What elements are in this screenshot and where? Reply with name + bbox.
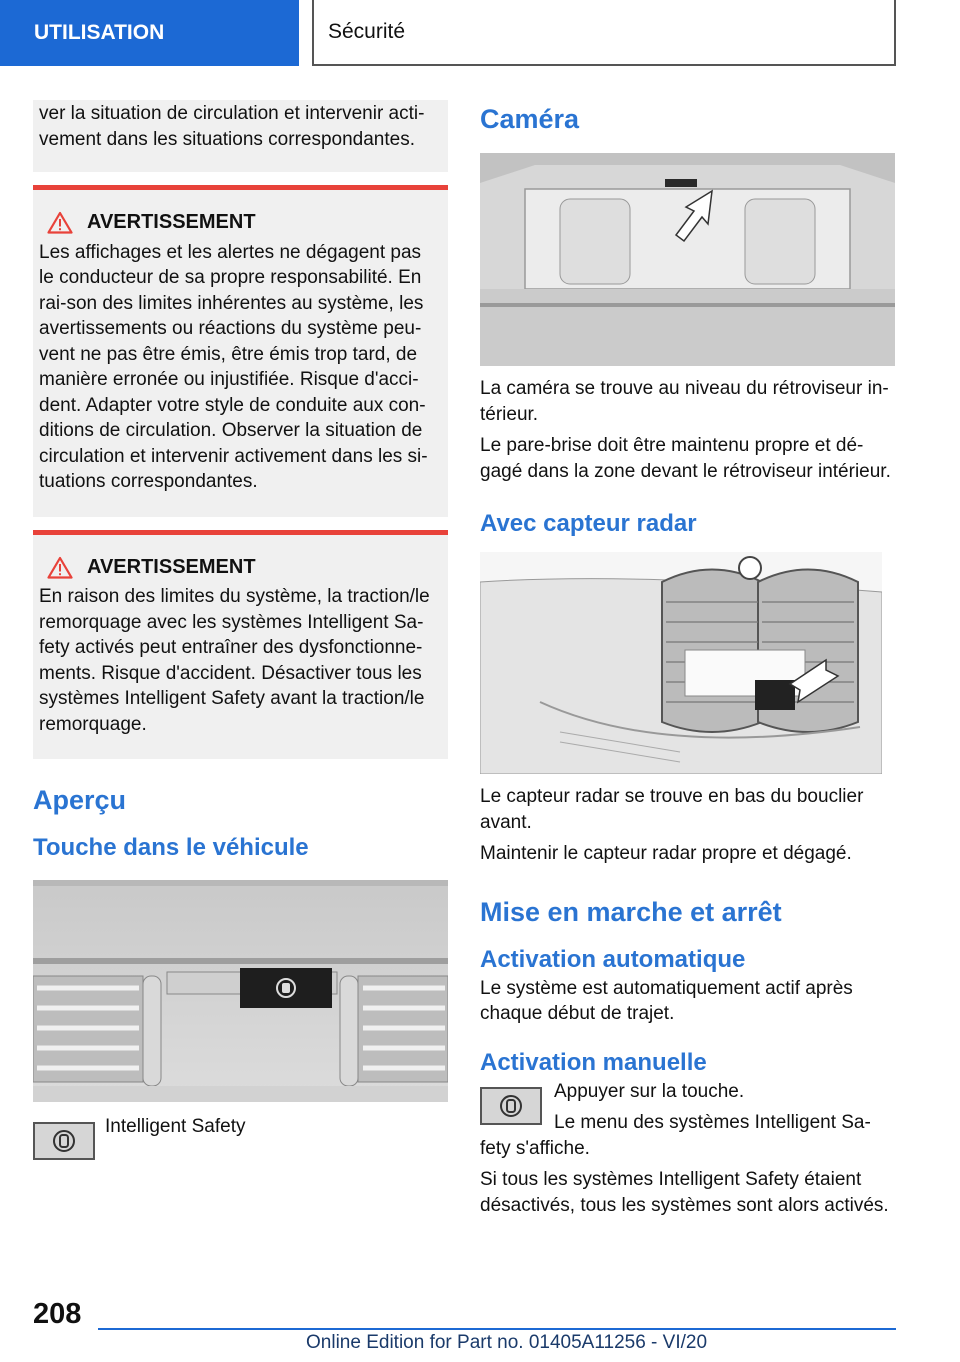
heading-mise-en-marche: Mise en marche et arrêt [480,896,782,927]
chapter-title: Sécurité [328,20,406,43]
manual-activation-row [480,1080,895,1136]
right-column [480,100,895,1218]
warning-triangle-icon [47,556,73,579]
rear-camera-image [480,153,895,366]
camera-paragraph-1: La caméra se trouve au niveau du rétroviseur in-térieur. [480,378,889,425]
manual-step-2-cont: fety s'affiche. [480,1137,590,1159]
warning-header [39,555,440,581]
section-tab [0,0,299,66]
page-number: 208 [33,1298,82,1330]
auto-paragraph: Le système est automatiquement actif après chaque début de trajet. [480,977,853,1024]
intelligent-safety-button-icon [480,1087,542,1125]
heading-camera: Caméra [480,104,580,134]
car-shield-icon [52,1129,76,1153]
heading-activation-auto: Activation automatique [480,945,746,973]
warning-triangle-icon [47,211,73,234]
warning-header [39,210,440,236]
warning-box-1 [33,185,448,517]
continued-notice [33,100,448,172]
warning-title: AVERTISSEMENT [87,211,256,233]
radar-paragraph-2: Maintenir le capteur radar propre et dégagé. [480,843,852,864]
heading-touche: Touche dans le véhicule [33,834,309,861]
left-column [33,100,448,1160]
heading-radar: Avec capteur radar [480,510,697,537]
button-legend-label: Intelligent Safety [105,1116,246,1137]
section-label: UTILISATION [34,21,165,44]
radar-paragraph-1: Le capteur radar se trouve en bas du bouclier avant. [480,786,864,833]
warning-text: Les affichages et les alertes ne dégagent pas le conducteur de sa propre responsabilité. En rai-son des limites inhérentes au système, les avertissements ou réactions du système peu-vent ne pas être émis, être émis trop tard, de manière erronée ou injustifiée. Risque d'acci-dent. Adapter votre style de conduite aux con-ditions de circulation. Observer la situation de circulation et intervenir activement dans les si-tuations correspondantes. [39,241,428,492]
dashboard-button-image [33,880,448,1102]
intelligent-safety-button-icon [33,1122,95,1160]
heading-apercu: Aperçu [33,785,127,815]
manual-paragraph-3: Si tous les systèmes Intelligent Safety étaient désactivés, tous les systèmes sont alors activés. [480,1169,889,1216]
footer-rule [98,1328,896,1330]
camera-paragraph-2: Le pare-brise doit être maintenu propre et dé-gagé dans la zone devant le rétroviseur intérieur. [480,435,891,482]
manual-step-text [554,1079,871,1136]
button-legend-row [33,1116,448,1160]
car-shield-icon [499,1094,523,1118]
continued-text: ver la situation de circulation et intervenir acti-vement dans les situations correspondantes. [39,103,425,150]
warning-box-2 [33,530,448,760]
warning-title: AVERTISSEMENT [87,555,256,578]
edition-note: Online Edition for Part no. 01405A11256 - VI/20 [306,1332,708,1353]
manual-step-2: Le menu des systèmes Intelligent Sa- [554,1112,871,1133]
heading-activation-manuelle: Activation manuelle [480,1048,707,1076]
chapter-header [312,0,896,66]
warning-text: En raison des limites du système, la traction/le remorquage avec les systèmes Intelligent Sa-fety activés peut entraîner des dysfonctionne-ments. Risque d'accident. Désactiver tous les systèmes Intelligent Safety avant la traction/le remorquage. [39,586,430,735]
front-radar-image [480,552,882,774]
manual-step-1: Appuyer sur la touche. [554,1080,745,1102]
